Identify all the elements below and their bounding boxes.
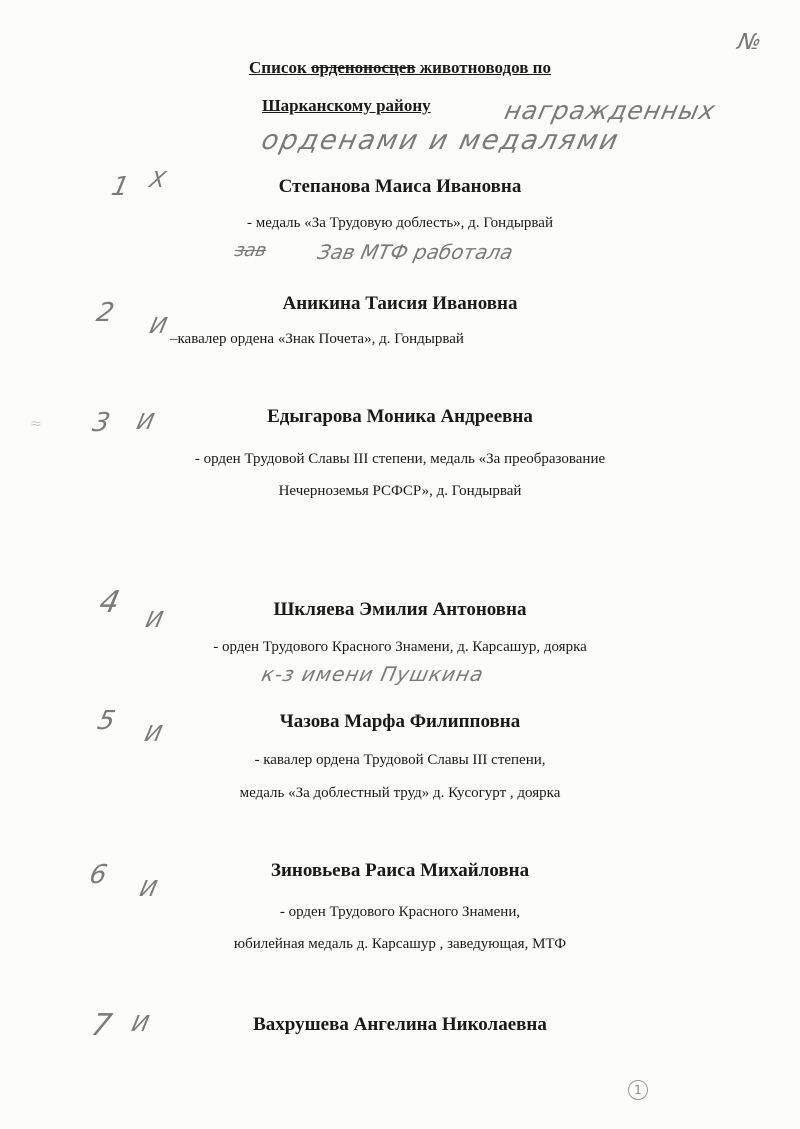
- entry-name: Зиновьева Раиса Михайловна: [270, 860, 530, 881]
- entry-description: юбилейная медаль д. Карсашур , заведующая, МТФ: [233, 936, 567, 952]
- entry-number: 1: [108, 172, 132, 202]
- handwritten-title-note-2: орденами и медалями: [258, 125, 623, 156]
- entry-number: 6: [86, 860, 110, 890]
- entry-mark: Х: [147, 168, 168, 193]
- struck-word: орденоносцев: [311, 58, 416, 77]
- entry-mark: И: [137, 877, 160, 902]
- handwritten-title-note-1: награжденных: [501, 96, 719, 125]
- entry-name: Степанова Маиса Ивановна: [278, 176, 522, 197]
- entry-description: - орден Трудового Красного Знамени,: [279, 904, 521, 920]
- entry-mark: И: [142, 722, 165, 747]
- entry-name: Шкляева Эмилия Антоновна: [273, 599, 527, 620]
- corner-note: №: [735, 30, 764, 55]
- margin-mark: ≈: [30, 416, 42, 432]
- page-number: 1: [628, 1080, 648, 1100]
- entry-mark: И: [143, 608, 166, 633]
- entry-mark: И: [129, 1012, 152, 1037]
- document-title-line2: Шарканскому району: [262, 96, 431, 115]
- entry-number: 5: [94, 706, 118, 736]
- entry-description: - медаль «За Трудовую доблесть», д. Гондырвай: [247, 215, 553, 231]
- entry-name: Вахрушева Ангелина Николаевна: [253, 1014, 547, 1035]
- entry-number: 7: [88, 1008, 115, 1043]
- handwritten-note: к-з имени Пушкина: [259, 662, 487, 686]
- entry-description: - орден Трудового Красного Знамени, д. Карсашур, доярка: [213, 639, 587, 655]
- entry-description: - орден Трудовой Славы III степени, медаль «За преобразование: [194, 451, 606, 467]
- entry-name: Аникина Таисия Ивановна: [282, 293, 518, 314]
- entry-name: Едыгарова Моника Андреевна: [267, 406, 533, 427]
- entry-name: Чазова Марфа Филипповна: [279, 711, 521, 732]
- document-title-line1: Список орденоносцев животноводов по: [249, 58, 551, 77]
- entry-description: Нечерноземья РСФСР», д. Гондырвай: [278, 483, 522, 499]
- struck-handwritten-note: зав: [232, 240, 269, 261]
- entry-description: - кавалер ордена Трудовой Славы III степени,: [254, 752, 546, 768]
- entry-number: 3: [89, 408, 113, 438]
- handwritten-note: Зав МТФ работала: [315, 240, 516, 264]
- entry-number: 2: [93, 298, 117, 328]
- entry-mark: И: [147, 314, 170, 339]
- entry-description: –кавалер ордена «Знак Почета», д. Гондырвай: [170, 331, 464, 347]
- entry-number: 4: [96, 585, 123, 620]
- entry-description: медаль «За доблестный труд» д. Кусогурт , доярка: [239, 785, 561, 801]
- entry-mark: И: [134, 410, 157, 435]
